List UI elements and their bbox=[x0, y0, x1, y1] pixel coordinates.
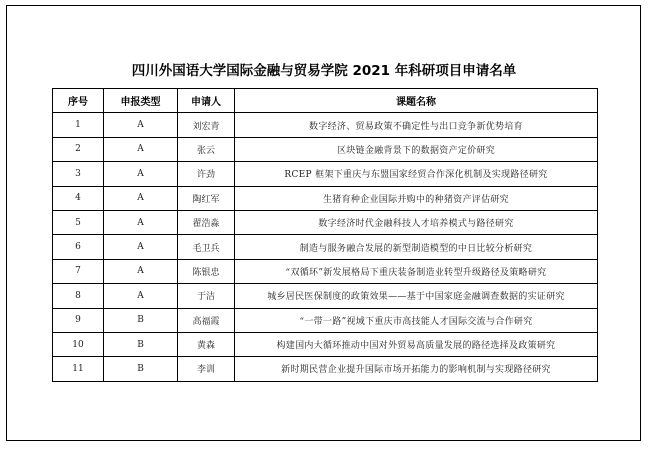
cell-serial-no: 3 bbox=[53, 162, 104, 186]
cell-application-type: B bbox=[104, 332, 178, 356]
header-application-type: 申报类型 bbox=[104, 89, 178, 113]
table-row bbox=[53, 357, 598, 381]
cell-applicant: 于洁 bbox=[178, 284, 235, 308]
cell-serial-no: 9 bbox=[53, 308, 104, 332]
cell-applicant: 毛卫兵 bbox=[178, 235, 235, 259]
cell-application-type: B bbox=[104, 357, 178, 381]
cell-application-type: A bbox=[104, 284, 178, 308]
application-list-table bbox=[52, 88, 598, 382]
table-row bbox=[53, 308, 598, 332]
table-row bbox=[53, 332, 598, 356]
cell-application-type: A bbox=[104, 137, 178, 161]
cell-serial-no: 7 bbox=[53, 259, 104, 283]
cell-application-type: A bbox=[104, 210, 178, 234]
cell-serial-no: 5 bbox=[53, 210, 104, 234]
cell-applicant: 高福霞 bbox=[178, 308, 235, 332]
cell-topic-name: “一带一路”视域下重庆市高技能人才国际交流与合作研究 bbox=[235, 308, 598, 332]
cell-topic-name: 新时期民营企业提升国际市场开拓能力的影响机制与实现路径研究 bbox=[235, 357, 598, 381]
cell-topic-name: 构建国内大循环推动中国对外贸易高质量发展的路径选择及政策研究 bbox=[235, 332, 598, 356]
cell-applicant: 黄森 bbox=[178, 332, 235, 356]
table-row bbox=[53, 284, 598, 308]
cell-topic-name: 数字经济、贸易政策不确定性与出口竞争新优势培育 bbox=[235, 113, 598, 137]
cell-applicant: 张云 bbox=[178, 137, 235, 161]
document-title: 四川外国语大学国际金融与贸易学院 2021 年科研项目申请名单 bbox=[131, 63, 517, 79]
cell-topic-name: 生猪育种企业国际并购中的种猪资产评估研究 bbox=[235, 186, 598, 210]
cell-applicant: 翟浩淼 bbox=[178, 210, 235, 234]
cell-serial-no: 6 bbox=[53, 235, 104, 259]
cell-serial-no: 10 bbox=[53, 332, 104, 356]
table-row bbox=[53, 162, 598, 186]
cell-application-type: B bbox=[104, 308, 178, 332]
table-row bbox=[53, 235, 598, 259]
cell-application-type: A bbox=[104, 162, 178, 186]
cell-serial-no: 1 bbox=[53, 113, 104, 137]
cell-topic-name: “双循环”新发展格局下重庆装备制造业转型升级路径及策略研究 bbox=[235, 259, 598, 283]
cell-applicant: 陶红军 bbox=[178, 186, 235, 210]
cell-serial-no: 2 bbox=[53, 137, 104, 161]
cell-applicant: 刘宏青 bbox=[178, 113, 235, 137]
cell-topic-name: 数字经济时代金融科技人才培养模式与路径研究 bbox=[235, 210, 598, 234]
cell-application-type: A bbox=[104, 235, 178, 259]
cell-applicant: 李训 bbox=[178, 357, 235, 381]
cell-topic-name: 制造与服务融合发展的新型制造模型的中日比较分析研究 bbox=[235, 235, 598, 259]
cell-serial-no: 11 bbox=[53, 357, 104, 381]
cell-application-type: A bbox=[104, 113, 178, 137]
cell-applicant: 许劲 bbox=[178, 162, 235, 186]
table-row bbox=[53, 259, 598, 283]
header-topic-name: 课题名称 bbox=[235, 89, 598, 113]
cell-topic-name: 城乡居民医保制度的政策效果——基于中国家庭金融调查数据的实证研究 bbox=[235, 284, 598, 308]
cell-application-type: A bbox=[104, 259, 178, 283]
cell-topic-name: RCEP 框架下重庆与东盟国家经贸合作深化机制及实现路径研究 bbox=[235, 162, 598, 186]
table-row bbox=[53, 186, 598, 210]
table-row bbox=[53, 137, 598, 161]
header-serial-no: 序号 bbox=[53, 89, 104, 113]
cell-serial-no: 4 bbox=[53, 186, 104, 210]
table-row bbox=[53, 210, 598, 234]
cell-applicant: 陈银忠 bbox=[178, 259, 235, 283]
header-applicant: 申请人 bbox=[178, 89, 235, 113]
cell-topic-name: 区块链金融背景下的数据资产定价研究 bbox=[235, 137, 598, 161]
table-row bbox=[53, 113, 598, 137]
table-header-row bbox=[53, 89, 598, 113]
cell-application-type: A bbox=[104, 186, 178, 210]
cell-serial-no: 8 bbox=[53, 284, 104, 308]
